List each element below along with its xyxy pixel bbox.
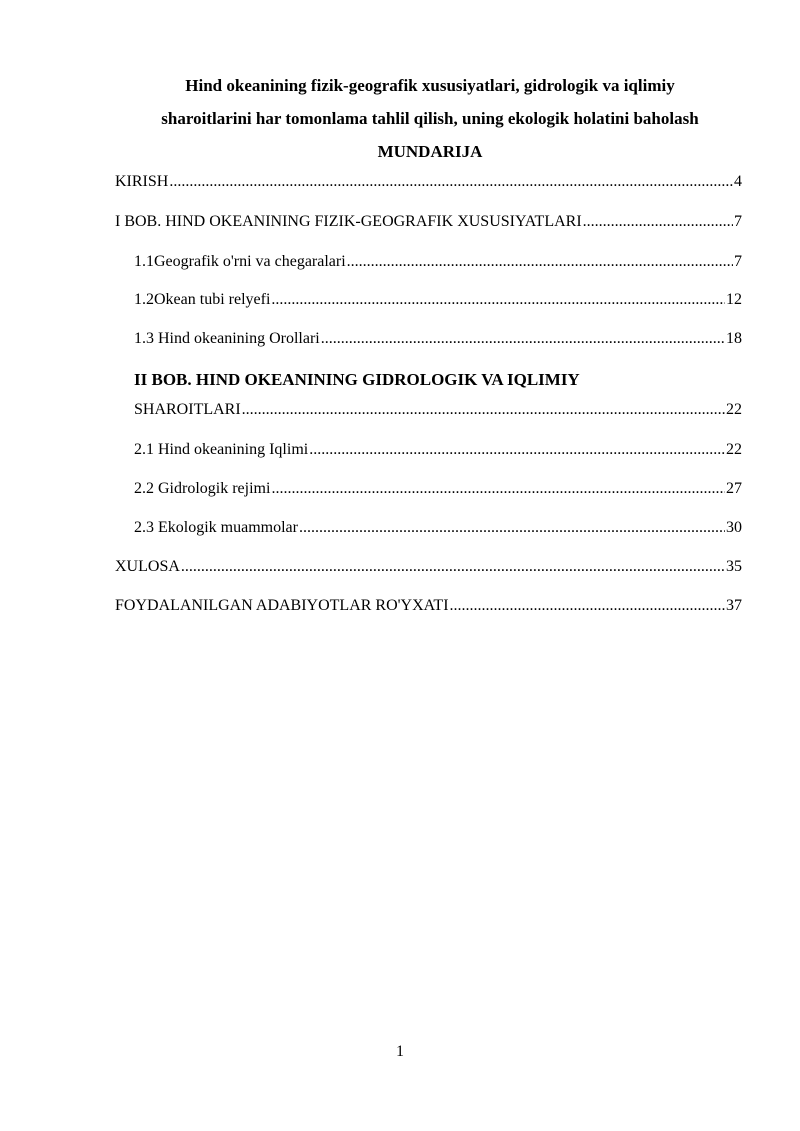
dot-leader — [347, 253, 733, 271]
page-number: 1 — [396, 1043, 404, 1060]
toc-page-number: 12 — [726, 291, 742, 308]
toc-page-number: 7 — [734, 253, 742, 270]
dot-leader — [450, 597, 725, 615]
toc-entry-label: 2.3 Ekologik muammolar — [134, 519, 298, 536]
toc-section-number: 1.1 — [134, 253, 154, 270]
dot-leader — [271, 291, 725, 309]
toc-entry-chapter-1[interactable] — [115, 213, 742, 231]
toc-entry-section-2-2[interactable] — [134, 480, 742, 498]
toc-page-number: 18 — [726, 330, 742, 347]
toc-entry-section-1-1[interactable] — [134, 253, 742, 271]
toc-entry-label: SHAROITLARI — [134, 401, 241, 418]
toc-entry-section-2-1[interactable] — [134, 441, 742, 459]
toc-entry-label: XULOSA — [115, 558, 180, 575]
dot-leader — [181, 558, 725, 576]
toc-page-number: 7 — [734, 213, 742, 230]
toc-entry-label: KIRISH — [115, 173, 169, 190]
dot-leader — [321, 330, 725, 348]
toc-entry-label: I BOB. HIND OKEANINING FIZIK-GEOGRAFIK XUSUSIYATLARI — [115, 213, 582, 230]
dot-leader — [583, 213, 733, 231]
toc-page-number: 27 — [726, 480, 742, 497]
dot-leader — [242, 401, 725, 419]
toc-page-number: 30 — [726, 519, 742, 536]
document-title-line-1: Hind okeanining fizik-geografik xususiyatlari, gidrologik va iqlimiy — [185, 76, 675, 95]
dot-leader — [169, 173, 733, 191]
toc-page-number: 4 — [734, 173, 742, 190]
toc-page-number: 22 — [726, 401, 742, 418]
toc-entry-chapter-2[interactable] — [134, 401, 742, 419]
dot-leader — [271, 480, 725, 498]
contents-heading: MUNDARIJA — [377, 142, 483, 161]
toc-entry-label: 2.1 Hind okeanining Iqlimi — [134, 441, 309, 458]
toc-entry-kirish[interactable] — [115, 173, 742, 191]
toc-page-number: 22 — [726, 441, 742, 458]
toc-entry-label: Okean tubi relyefi — [154, 291, 271, 308]
toc-entry-section-2-3[interactable] — [134, 519, 742, 537]
dot-leader — [309, 441, 725, 459]
toc-entry-label: Geografik o'rni va chegaralari — [154, 253, 346, 270]
toc-page-number: 37 — [726, 597, 742, 614]
toc-entry-section-1-3[interactable] — [134, 330, 742, 348]
toc-section-number: 1.2 — [134, 291, 154, 308]
toc-entry-label: FOYDALANILGAN ADABIYOTLAR RO'YXATI — [115, 597, 449, 614]
toc-entry-section-1-2[interactable] — [134, 291, 742, 309]
toc-entry-label: 1.3 Hind okeanining Orollari — [134, 330, 320, 347]
toc-page-number: 35 — [726, 558, 742, 575]
dot-leader — [299, 519, 725, 537]
toc-entry-label: 2.2 Gidrologik rejimi — [134, 480, 271, 497]
document-title-line-2: sharoitlarini har tomonlama tahlil qilish, uning ekologik holatini baholash — [161, 109, 699, 128]
toc-entry-bibliography[interactable] — [115, 597, 742, 615]
toc-entry-chapter-2-heading[interactable]: II BOB. HIND OKEANINING GIDROLOGIK VA IQLIMIY — [134, 370, 580, 389]
toc-entry-xulosa[interactable] — [115, 558, 742, 576]
